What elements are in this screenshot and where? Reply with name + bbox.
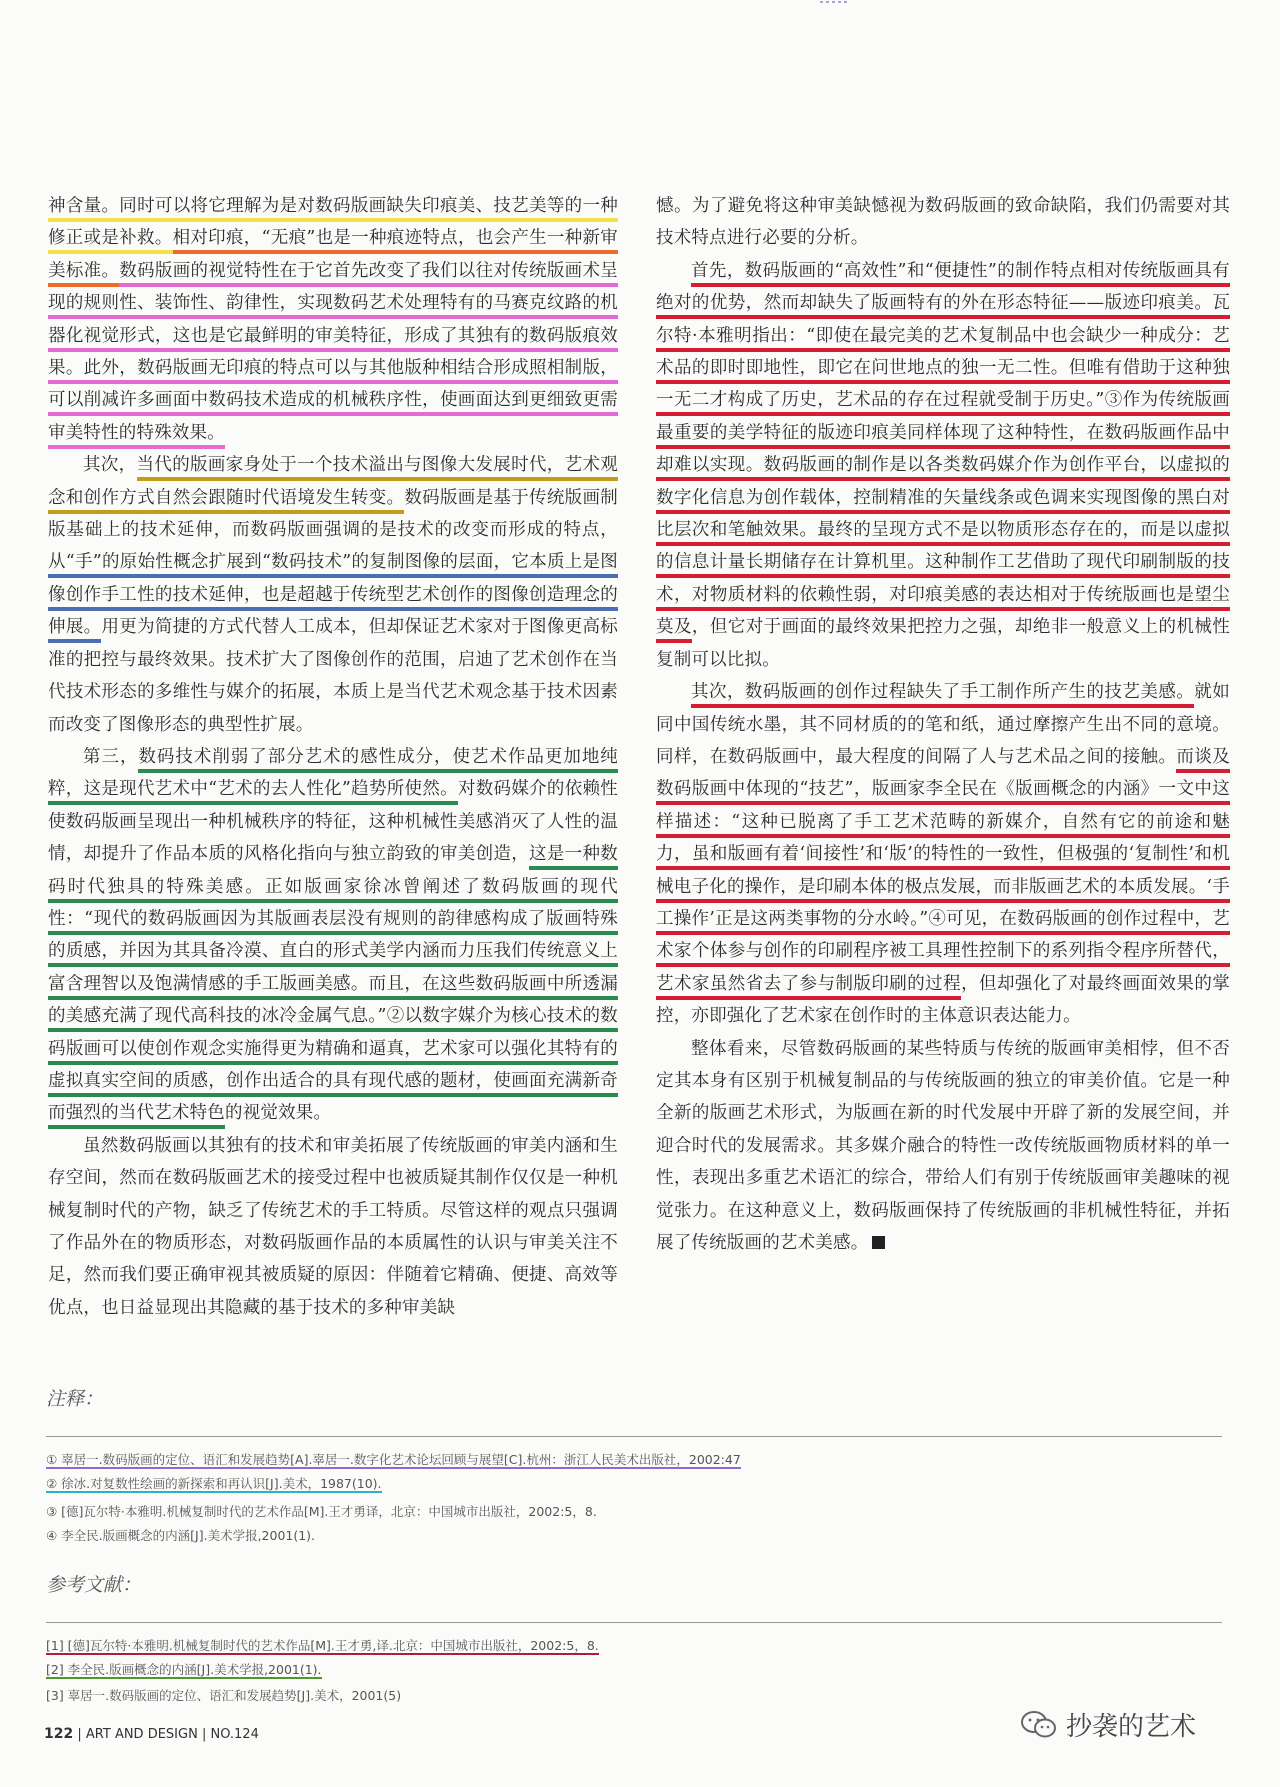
left-paragraph-4: 虽然数码版画以其独有的技术和审美拓展了传统版画的审美内涵和生存空间，然而在数码版画艺术的接受过程中也被质疑其制作仅仅是一种机械复制时代的产物，缺乏了传统艺术的手工特质。尽管这样的观点只强调了作品外在的物质形态，对数码版画作品的本质属性的认识与审美关注不足，然而我们要正确审视其被质疑的原因：伴随着它精确、便捷、高效等优点，也日益显现出其隐藏的基于技术的多种审美缺	[48, 1135, 618, 1318]
note-item	[46, 1450, 741, 1468]
watermark-text: 抄袭的艺术	[1066, 1712, 1197, 1742]
page-number: 122	[44, 1726, 74, 1742]
reference-text: [3] 辜居一.数码版画的定位、语汇和发展趋势[J].美术，2001(5)	[46, 1688, 402, 1703]
left-column	[48, 190, 618, 1324]
note-item	[46, 1526, 315, 1544]
left-paragraph-3	[48, 741, 618, 1130]
paragraph-lead: 其次，	[83, 455, 137, 476]
references-title: 参考文献：	[46, 1574, 142, 1596]
note-item	[46, 1502, 597, 1520]
right-paragraph-3	[656, 676, 1230, 1032]
plain-text: ，但却强化了对最终画面效果的掌控，亦即强化了艺术家在创作时的主体意识表达能力。	[656, 973, 1231, 1027]
plain-text: 用更为简捷的方式代替人工成本，但却保证艺术家对于图像更高标准的把控与最终效果。技术扩大了图像创作的范围，启迪了艺术创作在当代技术形态的多维性与媒介的拓展，本质上是当代艺术观念基于技术因素而改变了图像形态的典型性扩展。	[48, 617, 618, 735]
watermark	[1020, 1706, 1196, 1743]
left-paragraph-1	[48, 190, 618, 449]
reference-text: [1] [德]瓦尔特·本雅明.机械复制时代的艺术作品[M].王才勇,译.北京：中国城市出版社，2002:5，8.	[46, 1638, 599, 1653]
plain-text: 对数码媒介的依赖性使数码版画呈现出一种机械秩序的特征，这种机械性美感消灭了人性的温情，却提升了作品本质的风格化指向与独立韵致的审美创造，	[48, 779, 618, 865]
right-paragraph-2	[656, 255, 1230, 676]
page-footer: 122 | ART AND DESIGN | NO.124	[44, 1726, 259, 1742]
highlight-red: 首先，数码版画的“高效性”和“便捷性”的制作特点相对传统版画具有绝对的优势，然而却缺失了版画特有的外在形态特征——版迹印痕美。瓦尔特·本雅明指出：“即使在最完美的艺术复制品中也会缺少一种成分：艺术品的即时即地性，即它在问世地点的独一无二性。但唯有借助于这种独一无二才构成了历史，艺术品的存在过程就受制于历史。”③作为传统版画最重要的美学特征的版迹印痕美同样体现了这种特性，在数码版画作品中却难以实现。数码版画的制作是以各类数码媒介作为创作平台，以虚拟的数字化信息为创作载体，控制精准的矢量线条或色调来实现图像的黑白对比层次和笔触效果。最终的呈现方式不是以物质形态存在的，而是以虚拟的信息计量长期储存在计算机里。这种制作工艺借助了现代印刷制版的技术，对物质材料的依赖性弱，对印痕美感的表达相对于传统版画也是望尘莫及	[656, 261, 1230, 643]
issue-number: NO.124	[210, 1727, 259, 1742]
references-divider	[46, 1622, 1222, 1623]
magazine-name: ART AND DESIGN	[85, 1727, 198, 1742]
highlight-blue: 从“手”的原始性概念扩展到“数码技术”的复制图像的层面，它本质上是图像创作手工性的技术延伸，也是超越于传统型艺术创作的图像创造理念的伸展。	[48, 552, 618, 643]
highlight-green: 数码技术削弱了部分艺术的感性成分，使艺术作品更加地纯粹，这是现代艺术中“艺术的去人性化”趋势所使然。	[48, 747, 618, 805]
note-text: ② 徐冰.对复数性绘画的新探索和再认识[J].美术，1987(10).	[46, 1476, 382, 1491]
note-text: ④ 李全民.版画概念的内涵[J].美术学报,2001(1).	[46, 1528, 316, 1543]
wechat-icon	[1020, 1710, 1058, 1740]
scan-mark	[820, 0, 850, 4]
plain-text: 数码版画是基于传统版画制版基础上的技术延伸，而数码版画强调的是技术的改变而形成的特点，	[48, 487, 619, 541]
right-column	[656, 190, 1230, 1259]
reference-text: [2] 李全民.版画概念的内涵[J].美术学报,2001(1).	[46, 1662, 322, 1677]
plain-text: 就如同中国传统水墨，其不同材质的的笔和纸，通过摩擦产生出不同的意境。同样，在数码版画中，最大程度的间隔了人与艺术品之间的接触。	[656, 682, 1230, 767]
plain-text: 的视觉效果。	[225, 1103, 332, 1124]
note-item	[46, 1474, 382, 1492]
note-text: ① 辜居一.数码版画的定位、语汇和发展趋势[A].辜居一.数字化艺术论坛回顾与展望[C].杭州：浙江人民美术出版社，2002:47	[46, 1452, 741, 1467]
reference-item	[46, 1636, 599, 1654]
paragraph-lead: 第三，	[83, 746, 139, 767]
notes-title: 注释：	[46, 1388, 104, 1410]
highlight-red: 而谈及数码版画中体现的“技艺”，版画家李全民在《版画概念的内涵》一文中这样描述：“这种已脱离了手工艺术范畴的新媒介，自然有它的前途和魅力，虽和版画有着‘间接性’和‘版’的特性的一致性，但极强的‘复制性’和机械电子化的操作，是印刷本体的极点发展，而非版画艺术的本质发展。‘手工操作’正是这两类事物的分水岭。”④可见，在数码版画的创作过程中，艺术家个体参与创作的印刷程序被工具理性控制下的系列指令程序所替代，艺术家虽然省去了参与制版印刷的过程	[656, 747, 1230, 1000]
right-paragraph-1: 憾。为了避免将这种审美缺憾视为数码版画的致命缺陷，我们仍需要对其技术特点进行必要的分析。	[656, 196, 1230, 249]
notes-divider	[46, 1436, 1222, 1437]
reference-item	[46, 1686, 401, 1704]
right-paragraph-4	[656, 1033, 1230, 1260]
note-text: ③ [德]瓦尔特·本雅明.机械复制时代的艺术作品[M].王才勇译，北京：中国城市出版社，2002:5，8.	[46, 1504, 597, 1519]
end-mark	[872, 1236, 885, 1249]
highlight-yellow: 神含量。	[48, 196, 119, 222]
left-paragraph-2	[48, 449, 618, 741]
highlight-olive: 当代的版画家身处于一个技术溢出与图像大发展时代，艺术观念和创作方式自然会跟随时代语境发生转变。	[48, 455, 618, 513]
plain-text: ，但它对于画面的最终效果把控力之强，却绝非一般意义上的机械性复制可以比拟。	[656, 617, 1230, 670]
highlight-yellow: 同时可以将它理解为是对数码版画缺失印痕美、技艺美等的一种修正或是补救。	[48, 196, 618, 254]
highlight-green: 这是一种数码时代独具的特殊美感。正如版画家徐冰曾阐述了数码版画的现代性：“现代的数码版画因为其版画表层没有规则的韵律感构成了版画特殊的质感，并因为其具备冷漠、直白的形式美学内涵而力压我们传统意义上富含理智以及饱满情感的手工版画美感。而且，在这些数码版画中所透漏的美感充满了现代高科技的冰冷金属气息。”②以数字媒介为核心技术的数码版画可以使创作观念实施得更为精确和逼真，艺术家可以强化其特有的虚拟真实空间的质感，创作出适合的具有现代感的题材，使画面充满新奇而强烈的当代艺术特色	[48, 844, 618, 1129]
reference-item	[46, 1660, 322, 1678]
highlight-orange: 相对印痕，“无痕”也是一种痕迹特点，也会产生一种新审美标准。	[48, 228, 618, 286]
highlight-magenta: 数码版画的视觉特性在于它首先改变了我们以往对传统版画术呈现的规则性、装饰性、韵律性，实现数码艺术处理特有的马赛克纹路的机器化视觉形式，这也是它最鲜明的审美特征，形成了其独有的数码版痕效果。此外，数码版画无印痕的特点可以与其他版种相结合形成照相制版，可以削减许多画面中数码技术造成的机械秩序性，使画面达到更细致更需审美特性的特殊效果。	[48, 261, 618, 449]
highlight-red: 其次，数码版画的创作过程缺失了手工制作所产生的技艺美感。	[691, 682, 1194, 708]
closing-text: 整体看来，尽管数码版画的某些特质与传统的版画审美相悖，但不否定其本身有区别于机械复制品的与传统版画的独立的审美价值。它是一种全新的版画艺术形式，为版画在新的时代发展中开辟了新的发展空间，并迎合时代的发展需求。其多媒介融合的特性一改传统版画物质材料的单一性，表现出多重艺术语汇的综合，带给人们有别于传统版画审美趣味的视觉张力。在这种意义上，数码版画保持了传统版画的非机械性特征，并拓展了传统版画的艺术美感。	[656, 1038, 1230, 1253]
